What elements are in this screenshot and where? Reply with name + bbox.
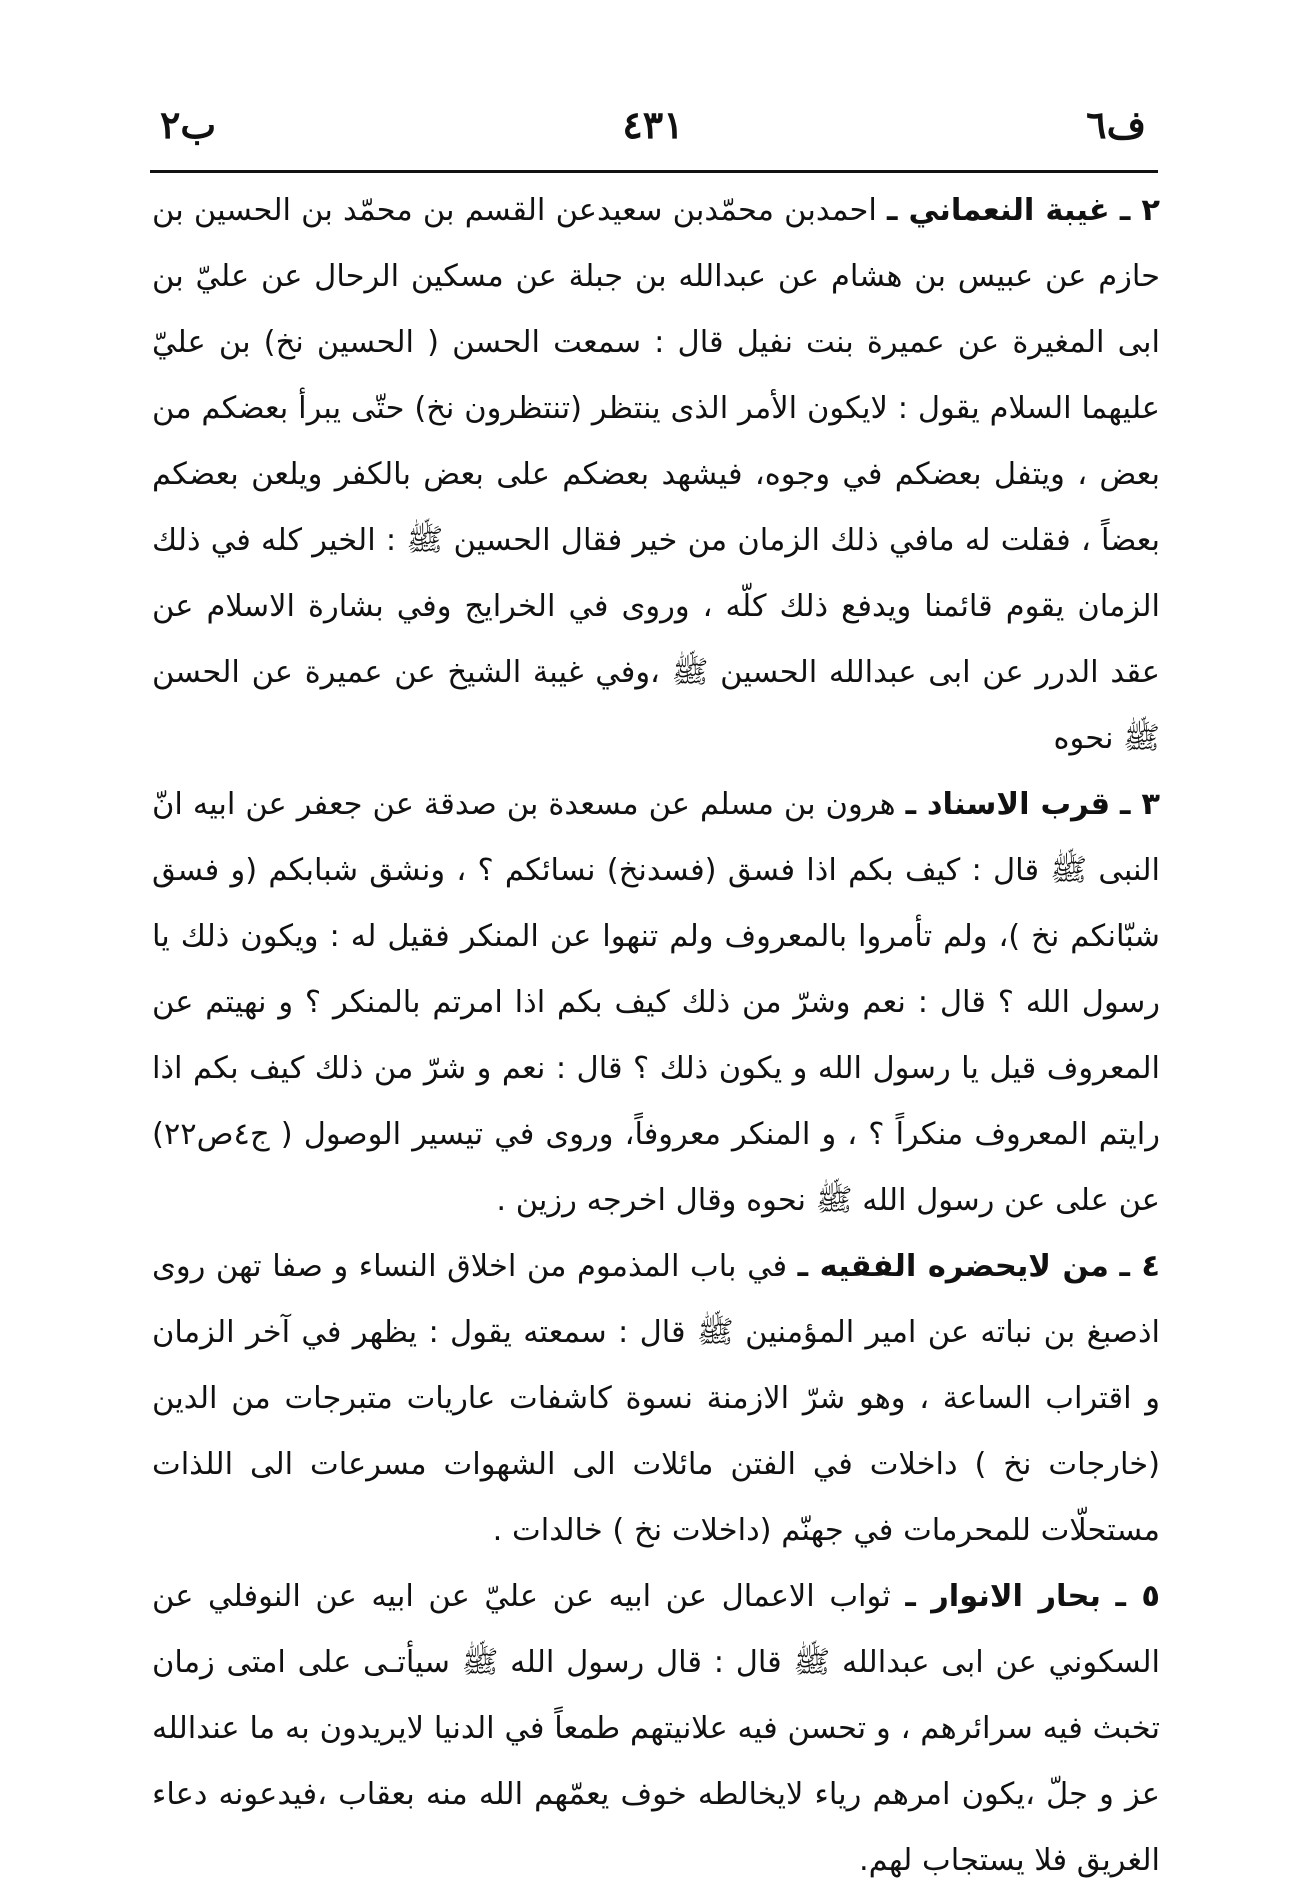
entry-2	[152, 178, 1160, 772]
entry-text: في باب المذموم من اخلاق النساء و صفا تهن روى اذصبغ بن نباته عن امير المؤمنين ﷺ قال : سمعته يقول : يظهر في آخر الزمان و اقتراب الساعة ، وهو شرّ الازمنة نسوة كاشفات عاريات متبرجات من الدين (خارجات نخ ) داخلات في الفتن مائلات الى الشهوات مسرعات الى اللذات مستحلّات للمحرمات في جهنّم (داخلات نخ ) خالدات .	[152, 1249, 1160, 1548]
entry-source: غيبة النعماني ـ	[887, 193, 1110, 228]
header-left-label: ب٢	[160, 102, 217, 147]
entry-3	[152, 772, 1160, 1234]
entry-number: ٢ ـ	[1119, 193, 1160, 228]
entry-source: بحار الانوار ـ	[905, 1579, 1101, 1614]
entry-text: احمدبن محمّدبن سعيدعن القسم بن محمّد بن الحسين بن حازم عن عبيس بن هشام عن عبدالله بن جبلة عن مسكين الرحال عن عليّ بن ابى المغيرة عن عميرة بنت نفيل قال : سمعت الحسن ( الحسين نخ) بن عليّ عليهما السلام يقول : لايكون الأمر الذى ينتظر (تنتظرون نخ) حتّى يبرأ بعضكم من بعض ، ويتفل بعضكم في وجوه، فيشهد بعضكم على بعض بالكفر ويلعن بعضكم بعضاً ، فقلت له مافي ذلك الزمان من خير فقال الحسين ﷺ : الخير كله في ذلك الزمان يقوم قائمنا ويدفع ذلك كلّه ، وروى في الخرايج وفي بشارة الاسلام عن عقد الدرر عن ابى عبدالله الحسين ﷺ ،وفي غيبة الشيخ عن عميرة عن الحسن ﷺ نحوه	[152, 193, 1160, 756]
entry-source: من لايحضره الفقيه ـ	[797, 1249, 1109, 1284]
entry-5	[152, 1564, 1160, 1894]
page-number: ٤٣١	[622, 102, 684, 147]
entry-text: هرون بن مسلم عن مسعدة بن صدقة عن جعفر عن ابيه انّ النبى ﷺ قال : كيف بكم اذا فسق (فسدنخ) نسائكم ؟ ، ونشق شبابكم (و فسق شبّانكم نخ )، ولم تأمروا بالمعروف ولم تنهوا عن المنكر فقيل له : ويكون ذلك يا رسول الله ؟ قال : نعم وشرّ من ذلك كيف بكم اذا امرتم بالمنكر ؟ و نهيتم عن المعروف قيل يا رسول الله و يكون ذلك ؟ قال : نعم و شرّ من ذلك كيف بكم اذا رايتم المعروف منكراً ؟ ، و المنكر معروفاً، وروى في تيسير الوصول ( ج٤ص٢٢) عن على عن رسول الله ﷺ نحوه وقال اخرجه رزين .	[152, 787, 1160, 1218]
entry-source: قرب الاسناد ـ	[905, 787, 1111, 822]
page-body	[152, 178, 1160, 1894]
entry-number: ٤ ـ	[1119, 1249, 1160, 1284]
entry-text: ثواب الاعمال عن ابيه عن عليّ عن ابيه عن النوفلي عن السكوني عن ابى عبدالله ﷺ قال : قال رسول الله ﷺ سيأتـى على امتى زمان تخبث فيه سرائرهم ، و تحسن فيه علانيتهم طمعاً في الدنيا لايريدون به ما عندالله عز و جلّ ،يكون امرهم رياء لايخالطه خوف يعمّهم الله منه بعقاب ،فيدعونه دعاء الغريق فلا يستجاب لهم.	[152, 1579, 1160, 1878]
entry-number: ٣ ـ	[1120, 787, 1160, 822]
page-header	[150, 100, 1156, 160]
entry-4	[152, 1234, 1160, 1564]
header-rule	[150, 170, 1158, 173]
entry-number: ٥ ـ	[1115, 1579, 1161, 1614]
header-right-label: ف٦	[1086, 102, 1146, 147]
